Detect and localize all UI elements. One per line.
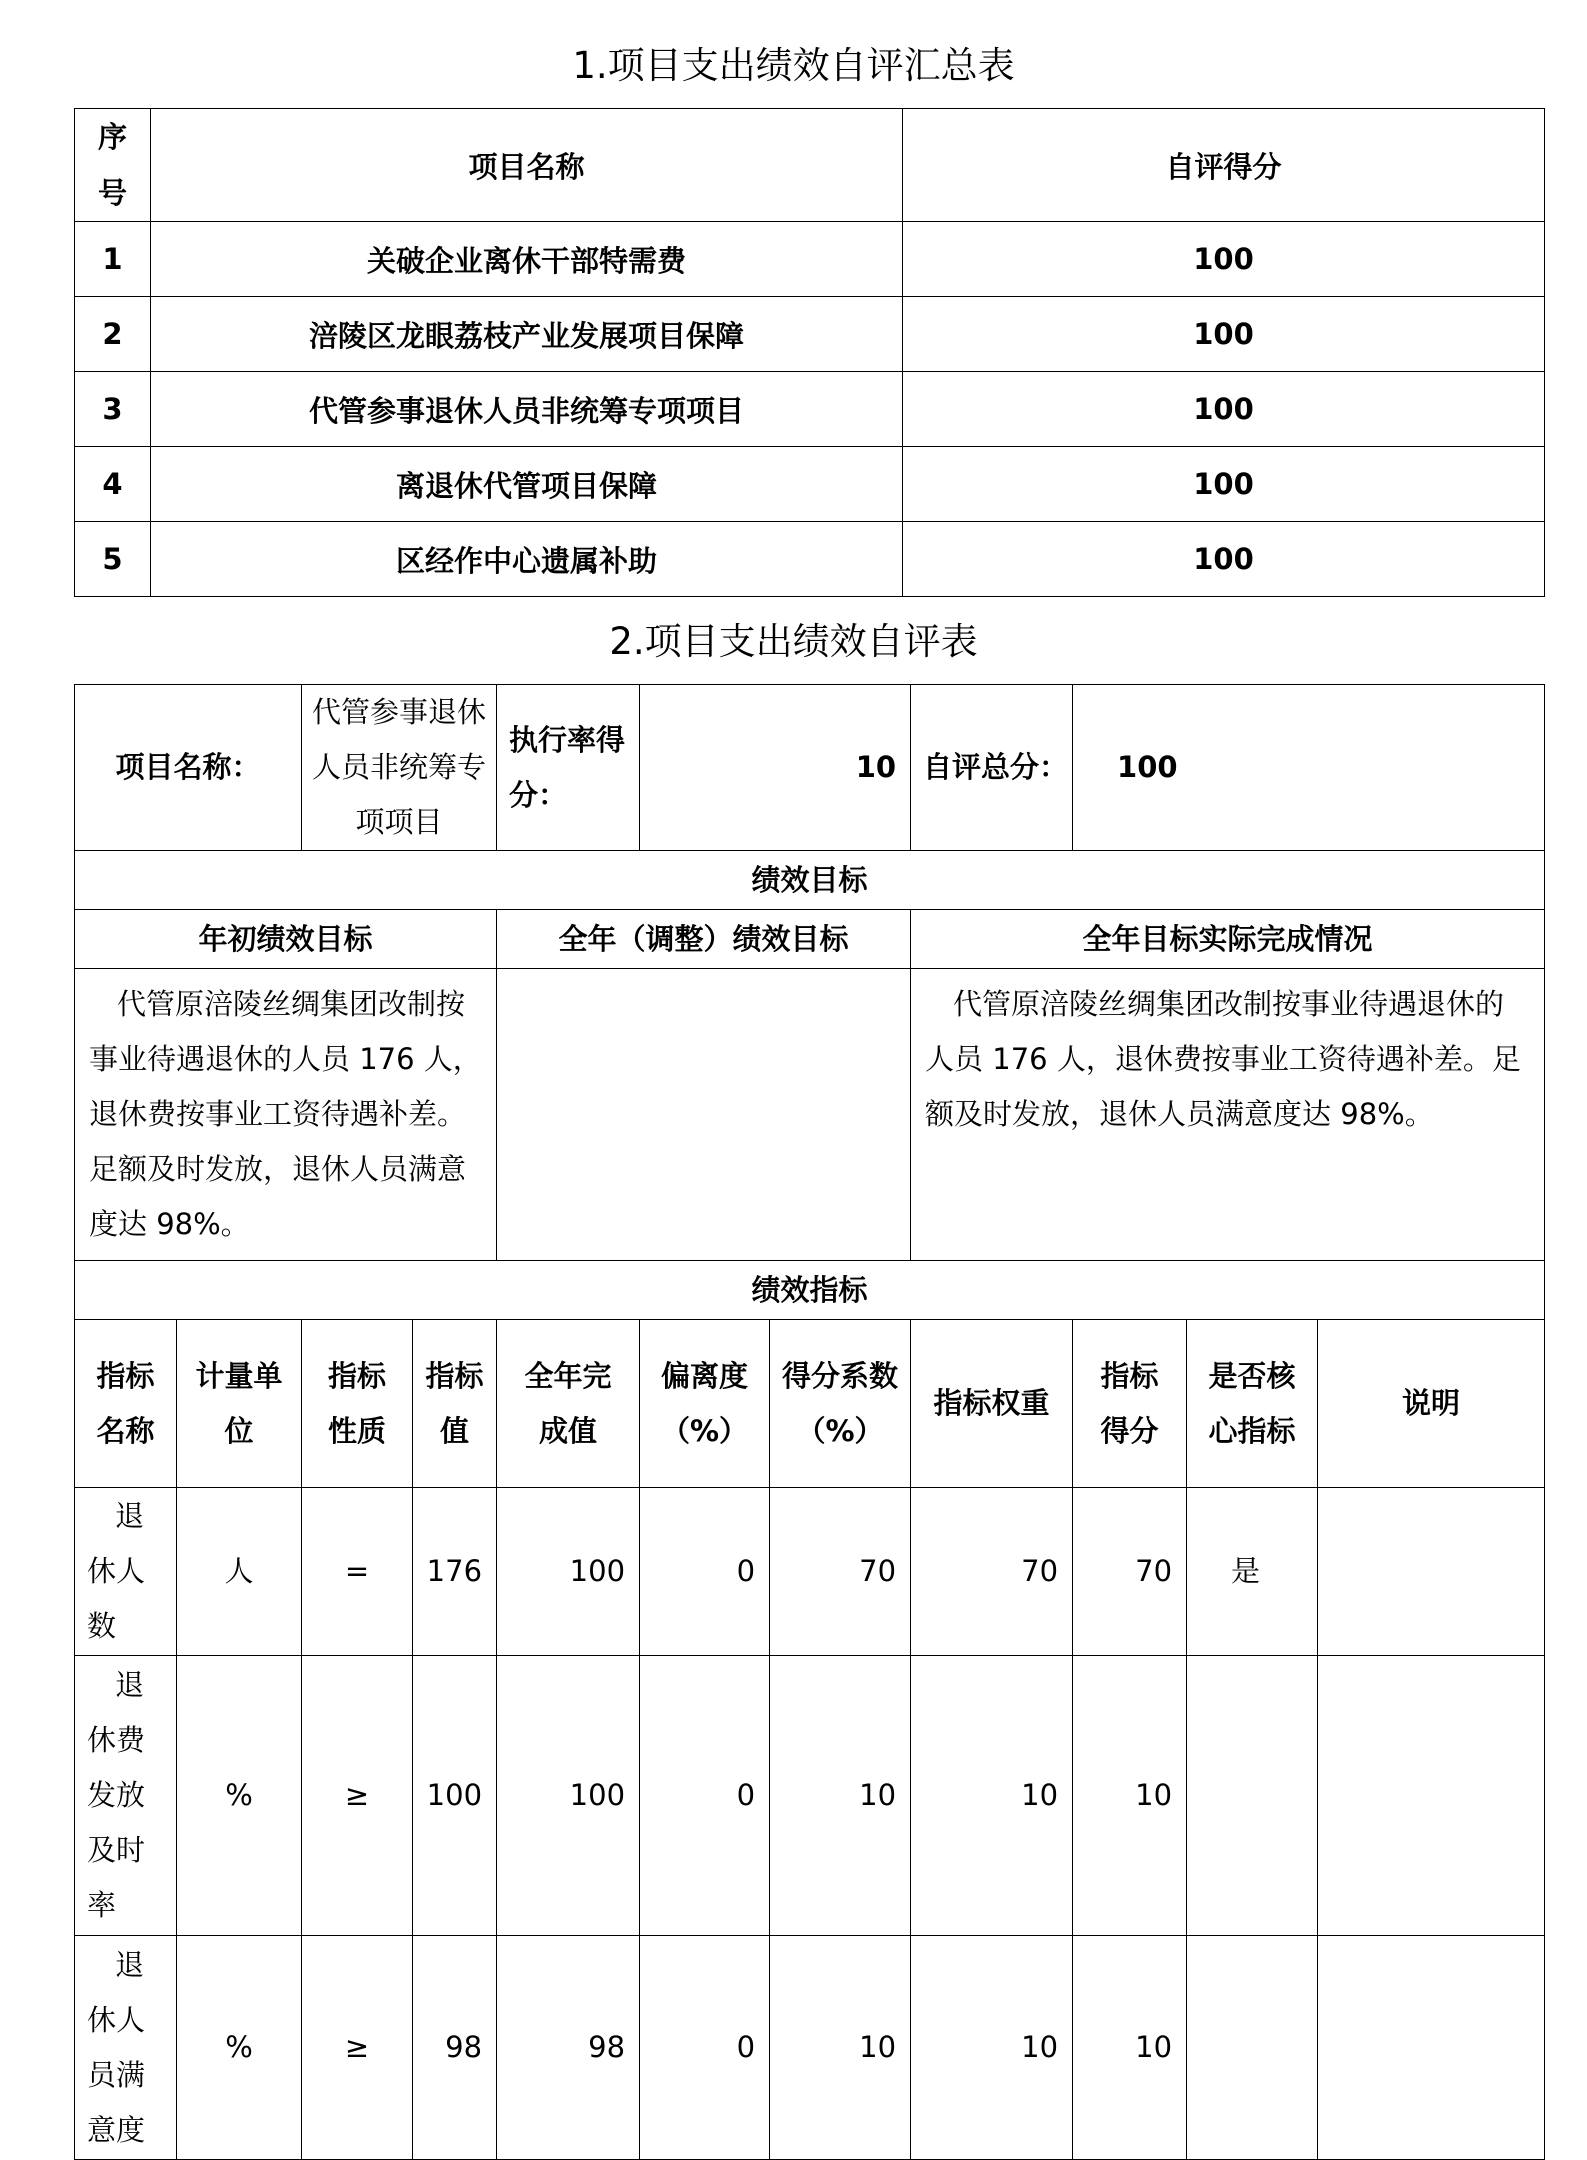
indicator-score: 10: [1073, 1936, 1187, 2160]
project-info-row: [75, 685, 1545, 851]
indicator-weight: 70: [911, 1488, 1073, 1656]
evaluation-table: [74, 684, 1545, 2160]
indicator-deviation: 0: [640, 1488, 770, 1656]
indicator-name: 退休人数: [75, 1488, 177, 1656]
indicator-note: [1318, 1936, 1545, 2160]
col-unit: 计量单位: [177, 1320, 302, 1488]
row-no: 1: [75, 222, 151, 297]
row-project-name: 区经作中心遗属补助: [151, 522, 903, 597]
indicator-actual: 100: [497, 1656, 640, 1936]
col-coef: 得分系数（%）: [770, 1320, 911, 1488]
table-row: [75, 447, 1545, 522]
actual-result-header: 全年目标实际完成情况: [911, 910, 1545, 969]
row-no: 4: [75, 447, 151, 522]
row-score: 100: [903, 447, 1545, 522]
row-no: 2: [75, 297, 151, 372]
indicator-target: 100: [413, 1656, 497, 1936]
indicator-coef: 10: [770, 1936, 911, 2160]
project-name: 代管参事退休人员非统筹专项项目: [302, 685, 497, 851]
indicator-target: 98: [413, 1936, 497, 2160]
exec-rate-score: 10: [640, 685, 911, 851]
indicator-score: 10: [1073, 1656, 1187, 1936]
table-row: [75, 372, 1545, 447]
indicator-name: 退休人员满意度: [75, 1936, 177, 2160]
indicator-nature: ≥: [302, 1936, 413, 2160]
row-project-name: 代管参事退休人员非统筹专项项目: [151, 372, 903, 447]
indicator-actual: 100: [497, 1488, 640, 1656]
table-row: [75, 1936, 1545, 2160]
summary-title: 1.项目支出绩效自评汇总表: [572, 44, 1015, 87]
goal-content-row: [75, 969, 1545, 1261]
indicator-nature: ≥: [302, 1656, 413, 1936]
row-project-name: 关破企业离休干部特需费: [151, 222, 903, 297]
indicator-actual: 98: [497, 1936, 640, 2160]
indicator-name: 退休费发放及时率: [75, 1656, 177, 1936]
summary-header-row: [75, 109, 1545, 222]
col-weight: 指标权重: [911, 1320, 1073, 1488]
adjusted-goal-header: 全年（调整）绩效目标: [497, 910, 911, 969]
row-score: 100: [903, 372, 1545, 447]
header-score: 自评得分: [903, 109, 1545, 222]
indicator-score: 70: [1073, 1488, 1187, 1656]
indicator-weight: 10: [911, 1656, 1073, 1936]
project-name-label: 项目名称：: [75, 685, 302, 851]
total-score-label: 自评总分：: [911, 685, 1073, 851]
indicator-core: [1187, 1936, 1318, 2160]
exec-rate-label: 执行率得分：: [497, 685, 640, 851]
col-score: 指标得分: [1073, 1320, 1187, 1488]
actual-result-text: 代管原涪陵丝绸集团改制按事业待遇退休的人员 176 人，退休费按事业工资待遇补差。足额及时发放，退休人员满意度达 98%。: [911, 969, 1545, 1261]
indicator-unit: 人: [177, 1488, 302, 1656]
col-nature: 指标性质: [302, 1320, 413, 1488]
col-indicator-name: 指标名称: [75, 1320, 177, 1488]
indicator-unit: %: [177, 1936, 302, 2160]
row-score: 100: [903, 522, 1545, 597]
row-project-name: 涪陵区龙眼荔枝产业发展项目保障: [151, 297, 903, 372]
row-project-name: 离退休代管项目保障: [151, 447, 903, 522]
indicator-headers-row: [75, 1320, 1545, 1488]
indicator-nature: =: [302, 1488, 413, 1656]
table-row: [75, 1488, 1545, 1656]
table-row: [75, 1656, 1545, 1936]
table-row: [75, 297, 1545, 372]
row-score: 100: [903, 222, 1545, 297]
row-no: 5: [75, 522, 151, 597]
indicator-note: [1318, 1656, 1545, 1936]
evaluation-title: 2.项目支出绩效自评表: [609, 620, 978, 663]
indicator-core: [1187, 1656, 1318, 1936]
col-note: 说明: [1318, 1320, 1545, 1488]
adjusted-goal-text: [497, 969, 911, 1261]
initial-goal-text: 代管原涪陵丝绸集团改制按事业待遇退休的人员 176 人，退休费按事业工资待遇补差。足额及时发放，退休人员满意度达 98%。: [75, 969, 497, 1261]
header-project-name: 项目名称: [151, 109, 903, 222]
goals-heading: 绩效目标: [75, 851, 1545, 910]
row-score: 100: [903, 297, 1545, 372]
col-actual: 全年完成值: [497, 1320, 640, 1488]
indicators-heading-row: [75, 1261, 1545, 1320]
indicator-deviation: 0: [640, 1656, 770, 1936]
col-core: 是否核心指标: [1187, 1320, 1318, 1488]
indicator-target: 176: [413, 1488, 497, 1656]
table-row: [75, 522, 1545, 597]
indicator-deviation: 0: [640, 1936, 770, 2160]
goal-headers-row: [75, 910, 1545, 969]
initial-goal-header: 年初绩效目标: [75, 910, 497, 969]
indicators-heading: 绩效指标: [75, 1261, 1545, 1320]
total-score: 100: [1073, 685, 1545, 851]
header-no: 序号: [75, 109, 151, 222]
summary-table: [74, 108, 1545, 597]
row-no: 3: [75, 372, 151, 447]
goals-heading-row: [75, 851, 1545, 910]
indicator-unit: %: [177, 1656, 302, 1936]
col-target: 指标值: [413, 1320, 497, 1488]
indicator-coef: 70: [770, 1488, 911, 1656]
col-deviation: 偏离度（%）: [640, 1320, 770, 1488]
indicator-note: [1318, 1488, 1545, 1656]
indicator-core: 是: [1187, 1488, 1318, 1656]
indicator-coef: 10: [770, 1656, 911, 1936]
table-row: [75, 222, 1545, 297]
indicator-weight: 10: [911, 1936, 1073, 2160]
